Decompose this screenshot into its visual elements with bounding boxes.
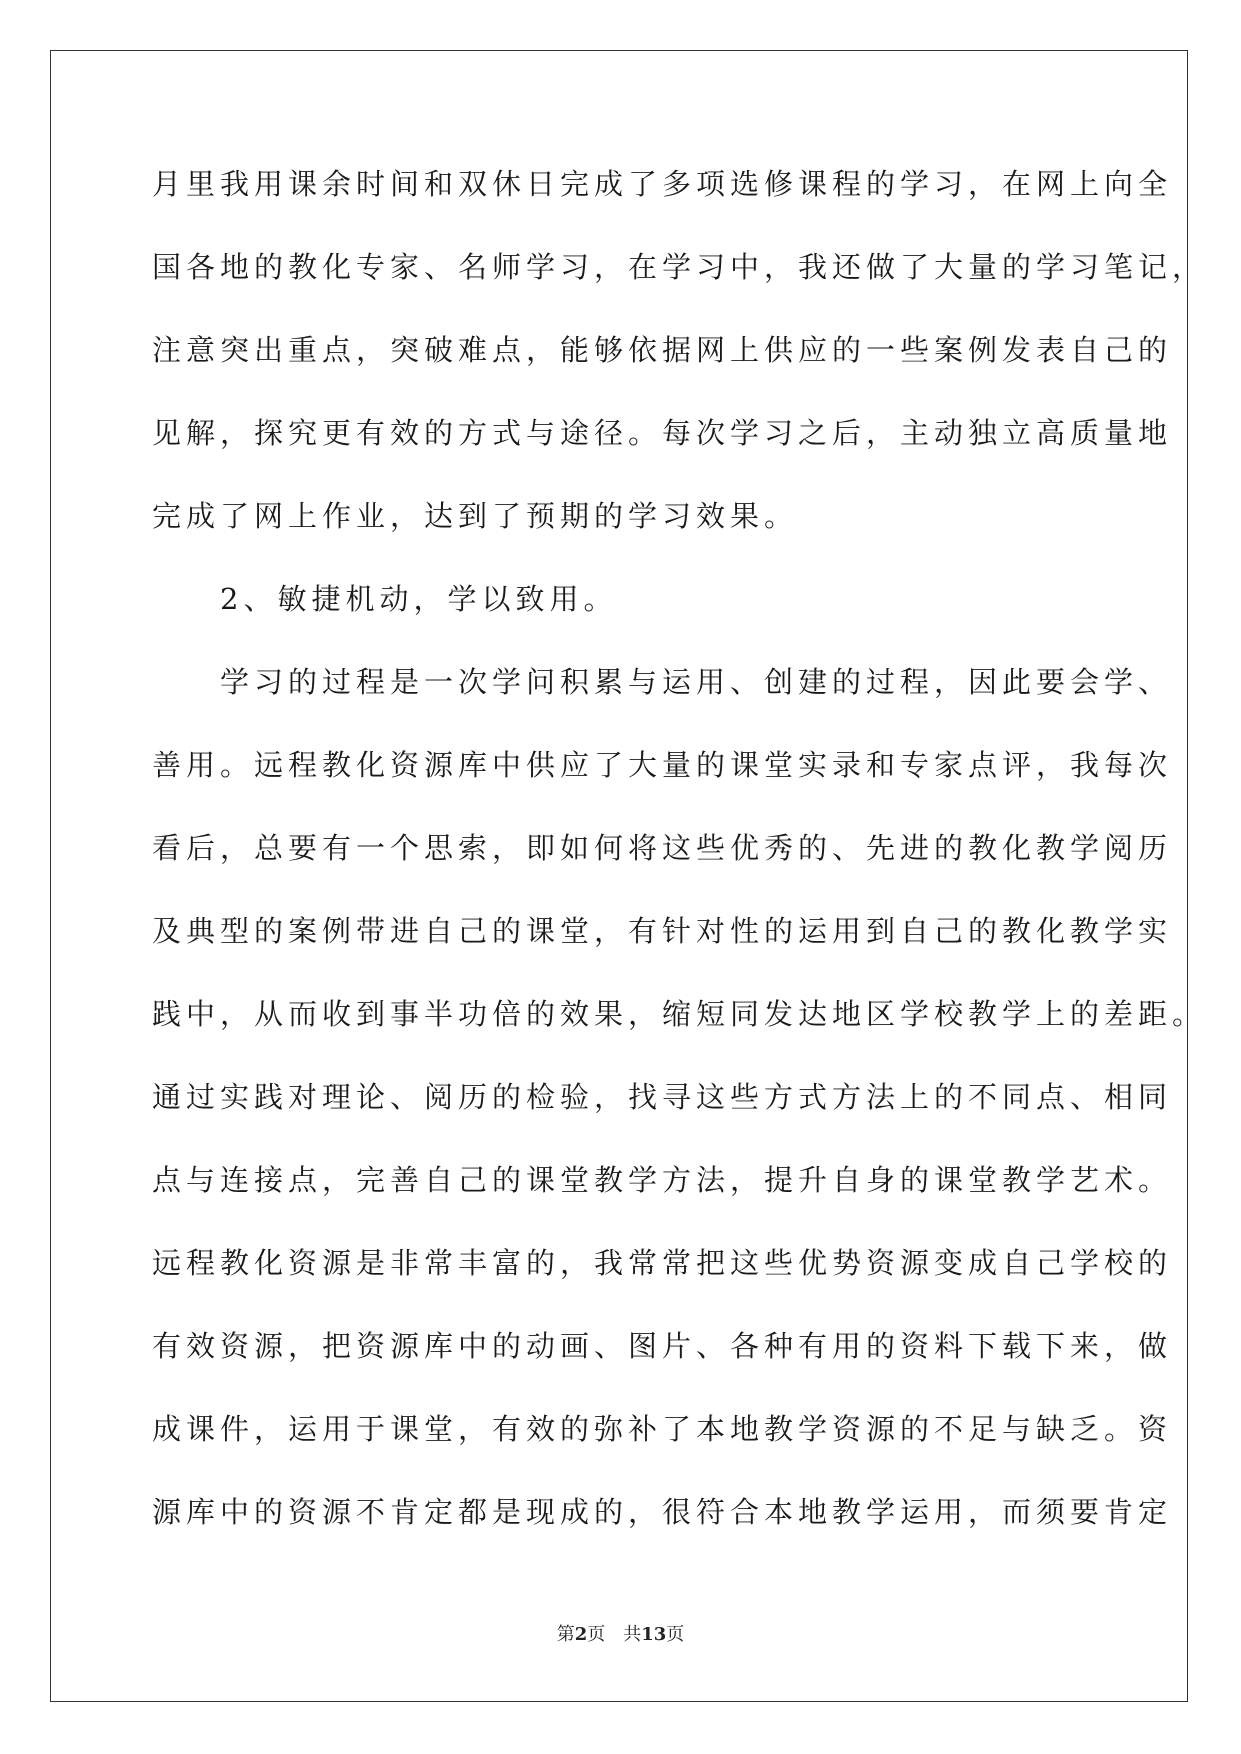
footer-prefix: 第 — [556, 1624, 575, 1645]
section-heading: 2、敏捷机动，学以致用。 — [152, 582, 618, 616]
footer-total-pages: 13 — [641, 1624, 667, 1645]
body-line-16: 成课件，运用于课堂，有效的弥补了本地教学资源的不足与缺乏。资 — [152, 1412, 1173, 1446]
body-line-9: 看后，总要有一个思索，即如何将这些优秀的、先进的教化教学阅历 — [152, 831, 1173, 865]
body-line-1: 月里我用课余时间和双休日完成了多项选修课程的学习，在网上向全 — [152, 167, 1173, 201]
body-line-12: 通过实践对理论、阅历的检验，找寻这些方式方法上的不同点、相同 — [152, 1080, 1173, 1114]
body-line-8: 善用。远程教化资源库中供应了大量的课堂实录和专家点评，我每次 — [152, 748, 1173, 782]
body-line-7: 学习的过程是一次学问积累与运用、创建的过程，因此要会学、 — [152, 665, 1173, 699]
footer-page-number: 2 — [574, 1624, 588, 1645]
body-line-4: 见解，探究更有效的方式与途径。每次学习之后，主动独立高质量地 — [152, 416, 1173, 450]
body-line-15: 有效资源，把资源库中的动画、图片、各种有用的资料下载下来，做 — [152, 1329, 1173, 1363]
body-line-14: 远程教化资源是非常丰富的，我常常把这些优势资源变成自己学校的 — [152, 1246, 1173, 1280]
body-line-2: 国各地的教化专家、名师学习，在学习中，我还做了大量的学习笔记， — [152, 250, 1207, 284]
footer-page-suffix: 页 共 — [587, 1624, 642, 1645]
document-body — [152, 164, 1207, 1575]
footer-total-suffix: 页 — [666, 1624, 685, 1645]
body-line-10: 及典型的案例带进自己的课堂，有针对性的运用到自己的教化教学实 — [152, 914, 1173, 948]
body-line-13: 点与连接点，完善自己的课堂教学方法，提升自身的课堂教学艺术。 — [152, 1163, 1173, 1197]
page-footer — [0, 1620, 1241, 1646]
body-line-17: 源库中的资源不肯定都是现成的，很符合本地教学运用，而须要肯定 — [152, 1495, 1173, 1529]
body-line-5: 完成了网上作业，达到了预期的学习效果。 — [152, 499, 799, 533]
body-line-3: 注意突出重点，突破难点，能够依据网上供应的一些案例发表自己的 — [152, 333, 1173, 367]
body-line-11: 践中，从而收到事半功倍的效果，缩短同发达地区学校教学上的差距。 — [152, 997, 1207, 1031]
